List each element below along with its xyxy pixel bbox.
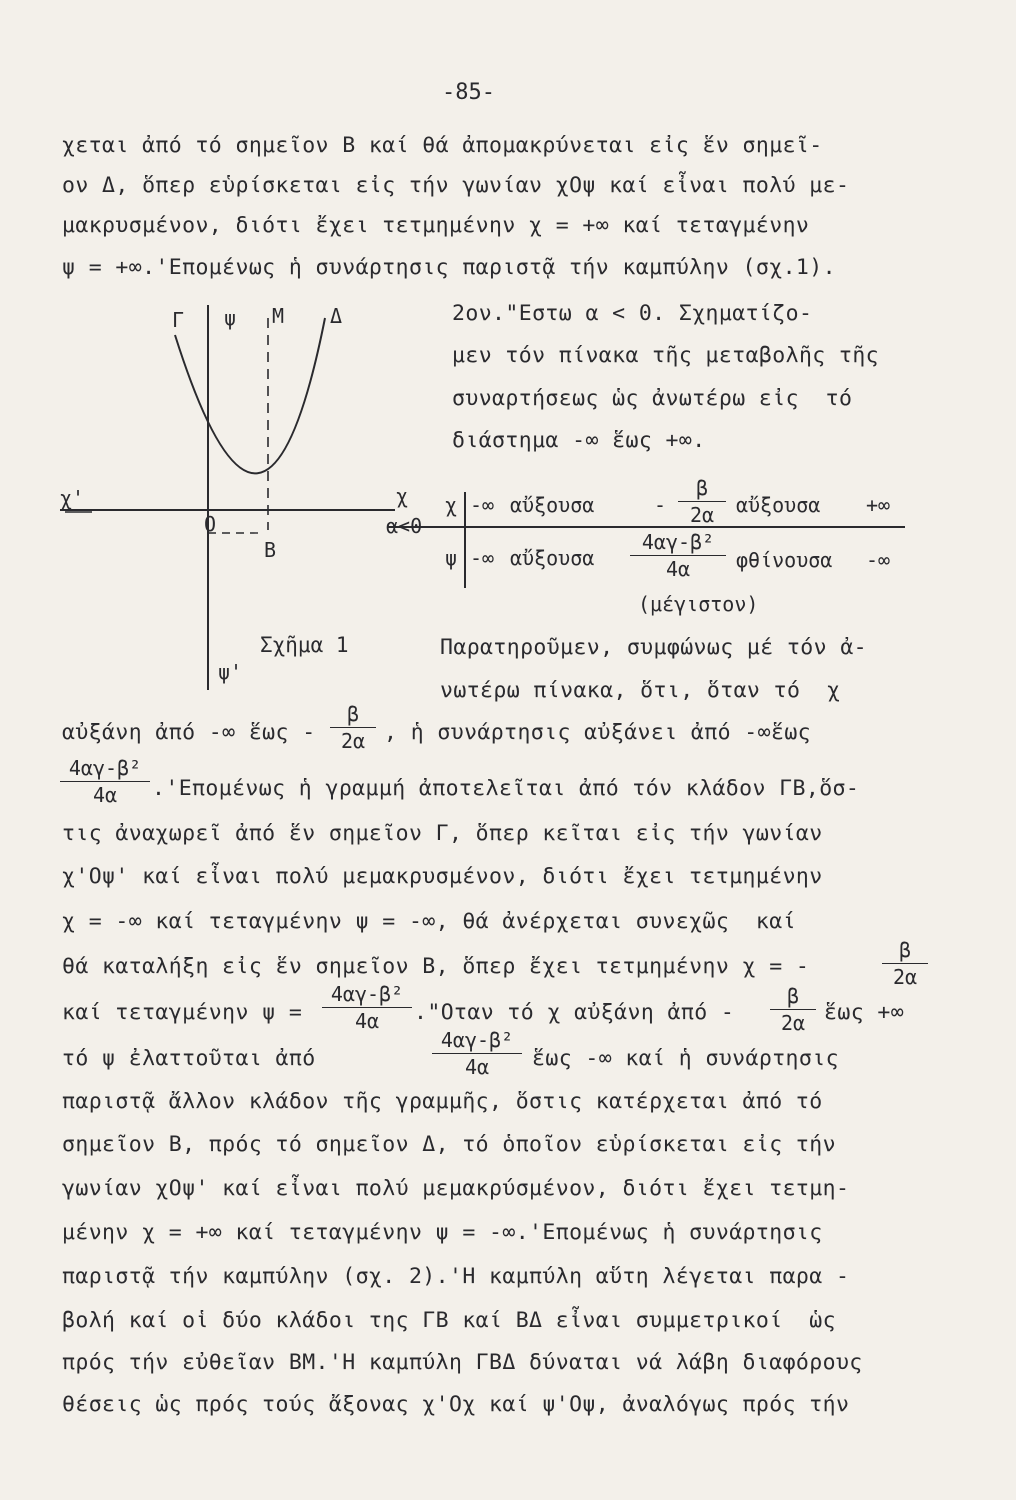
- table-x-fraction: $\frac{\beta}{2\alpha}$: [678, 478, 726, 525]
- table-x-end: +∞: [866, 493, 891, 517]
- table-psi-increasing: αὔξουσα: [510, 546, 595, 570]
- paragraph-line: ἕως -∞ καί ἡ συνάρτησις: [532, 1046, 839, 1071]
- paragraph-line: μακρυσμένον, διότι ἔχει τετμημένην χ = +∞ καί τεταγμένην: [62, 213, 810, 238]
- paragraph-line: παριστᾷ τήν καμπύλην (σχ. 2).'Η καμπύλη αὕτη λέγεται παρα -: [62, 1264, 850, 1289]
- paragraph-line: τό ψ ἐλαττοῦται ἀπό: [62, 1046, 316, 1071]
- label-gamma: Γ: [172, 308, 185, 332]
- table-x-increasing: αὔξουσα: [510, 493, 595, 517]
- case2-line: διάστημα -∞ ἕως +∞.: [452, 428, 706, 453]
- fraction-extremum: $\frac{\text{4αγ-β²}}{4\alpha}$: [60, 758, 150, 805]
- paragraph-line: ψ = +∞.'Επομένως ἡ συνάρτησις παριστᾷ τήν καμπύλην (σχ.1).: [62, 255, 836, 280]
- paragraph-line: ον Δ, ὅπερ εὑρίσκεται εἰς τήν γωνίαν χΟψ καί εἶναι πολύ με-: [62, 173, 850, 198]
- paragraph-line: μένην χ = +∞ καί τεταγμένην ψ = -∞.'Επομένως ἡ συνάρτησις: [62, 1220, 823, 1245]
- fraction-extremum: $\frac{\text{4αγ-β²}}{4\alpha}$: [322, 984, 412, 1031]
- table-psi-label: ψ: [445, 546, 458, 570]
- table-psi-fraction: $\frac{\text{4αγ-β²}}{4\alpha}$: [630, 532, 726, 579]
- table-psi-decreasing: φθίνουσα: [736, 548, 833, 572]
- figure-caption: Σχῆμα 1: [260, 633, 349, 657]
- paragraph-line: .'Επομένως ἡ γραμμή ἀποτελεῖται ἀπό τόν κλάδον ΓΒ,ὅσ-: [152, 776, 860, 801]
- paragraph-line: βολή καί οἱ δύο κλάδοι της ΓΒ καί ΒΔ εἶναι συμμετρικοί ὡς: [62, 1308, 836, 1333]
- paragraph-line: ἕως +∞: [824, 1000, 905, 1025]
- paragraph-line: αὐξάνη ἀπό -∞ ἕως -: [62, 720, 316, 745]
- paragraph-line: νωτέρω πίνακα, ὅτι, ὅταν τό χ: [440, 678, 841, 703]
- paragraph-line: χ'Οψ' καί εἶναι πολύ μεμακρυσμένον, διότι ἔχει τετμημένην: [62, 864, 823, 889]
- paragraph-line: τις ἀναχωρεῖ ἀπό ἕν σημεῖον Γ, ὅπερ κεῖται εἰς τήν γωνίαν: [62, 821, 823, 846]
- page-number: -85-: [442, 80, 495, 105]
- table-x-label: χ: [445, 493, 458, 517]
- paragraph-line: ."Οταν τό χ αὐξάνη ἀπό -: [414, 1000, 735, 1025]
- paragraph-line: χεται ἀπό τό σημεῖον Β καί θά ἀπομακρύνεται εἰς ἕν σημεῖ-: [62, 133, 823, 158]
- paragraph-line: Παρατηροῦμεν, συμφώνως μέ τόν ἀ-: [440, 635, 868, 660]
- label-psi-prime: ψ': [218, 660, 243, 684]
- table-x-increasing-2: αὔξουσα: [736, 493, 821, 517]
- table-psi-start: -∞: [470, 546, 495, 570]
- label-x-prime: χ': [60, 486, 85, 510]
- label-origin: Ο: [204, 512, 217, 536]
- paragraph-line: γωνίαν χΟψ' καί εἶναι πολύ μεμακρύσμένον, διότι ἔχει τετμη-: [62, 1176, 850, 1201]
- paragraph-line: χ = -∞ καί τεταγμένην ψ = -∞, θά ἀνέρχεται συνεχῶς καί: [62, 909, 796, 934]
- fraction-extremum: $\frac{\text{4αγ-β²}}{4\alpha}$: [432, 1030, 522, 1077]
- fraction-b-2a: $\frac{\beta}{2\alpha}$: [330, 704, 376, 751]
- paragraph-line: θέσεις ὡς πρός τούς ἄξονας χ'Οχ καί ψ'Οψ, ἀναλόγως πρός τήν: [62, 1392, 850, 1417]
- paragraph-line: πρός τήν εὐθεῖαν ΒΜ.'Η καμπύλη ΓΒΔ δύναται νά λάβη διαφόρους: [62, 1350, 863, 1375]
- paragraph-line: καί τεταγμένην ψ =: [62, 1000, 303, 1025]
- paragraph-line: , ἡ συνάρτησις αὐξάνει ἀπό -∞ἕως: [384, 720, 812, 745]
- fraction-b-2a: $\frac{\beta}{2\alpha}$: [882, 940, 928, 987]
- label-delta: Δ: [330, 304, 343, 328]
- fraction-b-2a: $\frac{\beta}{2\alpha}$: [770, 986, 816, 1033]
- table-x-header: χ: [396, 484, 409, 508]
- case2-line: μεν τόν πίνακα τῆς μεταβολῆς τῆς: [452, 343, 880, 368]
- label-psi: ψ: [224, 306, 237, 330]
- table-psi-end: -∞: [866, 548, 891, 572]
- paragraph-line: θά καταλήξη εἰς ἕν σημεῖον Β, ὅπερ ἔχει τετμημένην χ = -: [62, 954, 810, 979]
- table-x-start: -∞: [470, 493, 495, 517]
- case2-line: συναρτήσεως ὡς ἀνωτέρω εἰς τό: [452, 386, 853, 411]
- table-condition: α<0: [386, 514, 423, 538]
- label-b: Β: [264, 538, 277, 562]
- table-maximum-label: (μέγιστον): [638, 592, 759, 616]
- label-m: Μ: [272, 304, 285, 328]
- paragraph-line: παριστᾷ ἄλλον κλάδον τῆς γραμμῆς, ὅστις κατέρχεται ἀπό τό: [62, 1089, 823, 1114]
- paragraph-line: σημεῖον Β, πρός τό σημεῖον Δ, τό ὁποῖον εὑρίσκεται εἰς τήν: [62, 1132, 836, 1157]
- case2-line: 2ον."Εστω α < 0. Σχηματίζο-: [452, 301, 813, 326]
- table-x-sign: -: [654, 493, 667, 517]
